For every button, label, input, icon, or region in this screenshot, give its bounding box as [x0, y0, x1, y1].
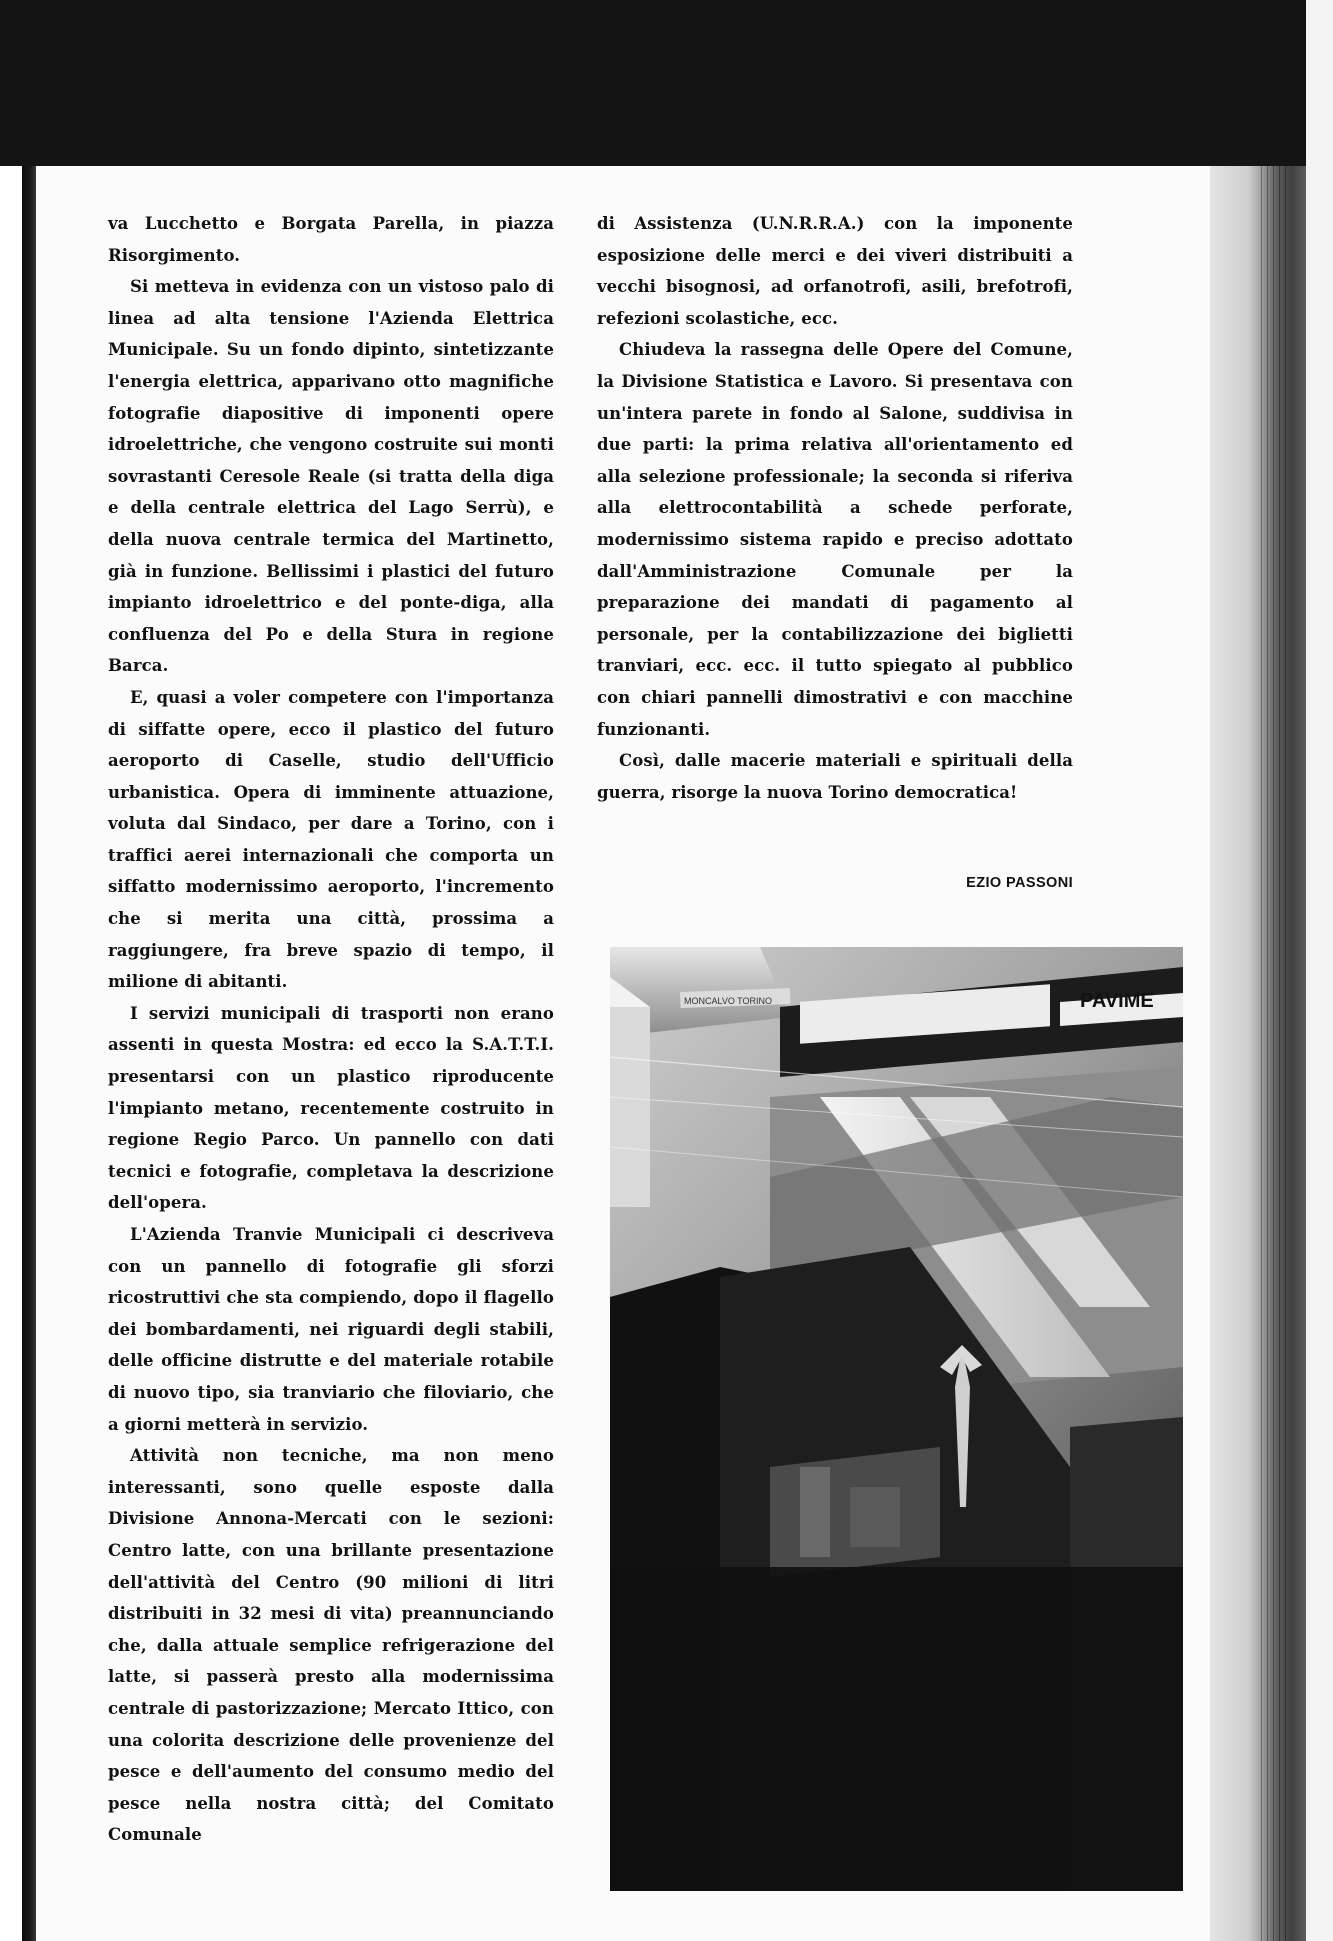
scan-margin-right — [1306, 0, 1333, 1941]
paragraph: Chiudeva la rassegna delle Opere del Comune, la Divisione Statistica e Lavoro. Si presentava con un'intera parete in fondo al Salone, suddivisa in due parti: la prima relativa all'orientamento ed alla selezione professionale; la seconda si riferiva alla elettrocontabilità a schede perforate, modernissimo sistema rapido e preciso adottato dall'Amministrazione Comunale per la preparazione dei mandati di pagamento al personale, per la contabilizzazione dei biglietti tranviari, ecc. ecc. il tutto spiegato al pubblico con chiari pannelli dimostrativi e con macchine funzionanti. — [597, 340, 1073, 739]
paragraph: E, quasi a voler competere con l'importanza di siffatte opere, ecco il plastico del futuro aeroporto di Caselle, studio dell'Ufficio urbanistica. Opera di imminente attuazione, voluta dal Sindaco, per dare a Torino, con i traffici aerei internazionali che comporta un siffatto modernissimo aeroporto, l'incremento che si merita una città, prossima a raggiungere, fra breve spazio di tempo, il milione di abitanti. — [108, 687, 554, 992]
photo-sign-text: MONCALVO TORINO — [684, 996, 773, 1006]
page-binding-shadow — [22, 166, 36, 1941]
photo-banner-text: PAVIME — [1080, 990, 1154, 1012]
paragraph: Così, dalle macerie materiali e spirituali della guerra, risorge la nuova Torino democratica! — [597, 751, 1073, 802]
paragraph: di Assistenza (U.N.R.R.A.) con la imponente esposizione delle merci e dei viveri distribuiti a vecchi bisognosi, ad orfanotrofi, asili, brefotrofi, refezioni scolastiche, ecc. — [597, 214, 1073, 328]
page-edge-lines — [1256, 166, 1286, 1941]
article-left-column — [108, 208, 554, 1851]
paragraph: va Lucchetto e Borgata Parella, in piazza Risorgimento. — [108, 214, 554, 265]
paragraph: Attività non tecniche, ma non meno interessanti, sono quelle esposte dalla Divisione Annona-Mercati con le sezioni: Centro latte, con una brillante presentazione dell'attività del Centro (90 milioni di litri distribuiti in 32 mesi di vita) preannunciando che, dalla attuale semplice refrigerazione del latte, si passerà presto alla modernissima centrale di pastorizzazione; Mercato Ittico, con una colorita descrizione delle provenienze del pesce e dell'aumento del consumo medio del pesce nella nostra città; del Comitato Comunale — [108, 1446, 554, 1845]
paragraph: L'Azienda Tranvie Municipali ci descriveva con un pannello di fotografie gli sforzi ricostruttivi che sta compiendo, dopo il flagello dei bombardamenti, nei riguardi degli stabili, delle officine distrutte e del materiale rotabile di nuovo tipo, sia tranviario che filoviario, che a giorni metterà in servizio. — [108, 1225, 554, 1434]
exhibition-photo — [610, 947, 1183, 1891]
exhibition-photo-drawing — [610, 947, 1183, 1891]
article-right-column — [597, 208, 1073, 808]
scan-dark-border-top — [0, 0, 1306, 166]
paragraph: I servizi municipali di trasporti non erano assenti in questa Mostra: ed ecco la S.A.T.T.I. presentarsi con un plastico riproducente l'impianto metano, recentemente costruito in regione Regio Parco. Un pannello con dati tecnici e fotografie, completava la descrizione dell'opera. — [108, 1003, 554, 1213]
paragraph: Si metteva in evidenza con un vistoso palo di linea ad alta tensione l'Azienda Elettrica Municipale. Su un fondo dipinto, sintetizzante l'energia elettrica, apparivano otto magnifiche fotografie diapositive di imponenti opere idroelettriche, che vengono costruite sui monti sovrastanti Ceresole Reale (si tratta della diga e della centrale elettrica del Lago Serrù), e della nuova centrale termica del Martinetto, già in funzione. Bellissimi i plastici del futuro impianto idroelettrico e del ponte-diga, alla confluenza del Po e della Stura in regione Barca. — [108, 277, 554, 676]
author-signature: EZIO PASSONI — [966, 875, 1073, 891]
